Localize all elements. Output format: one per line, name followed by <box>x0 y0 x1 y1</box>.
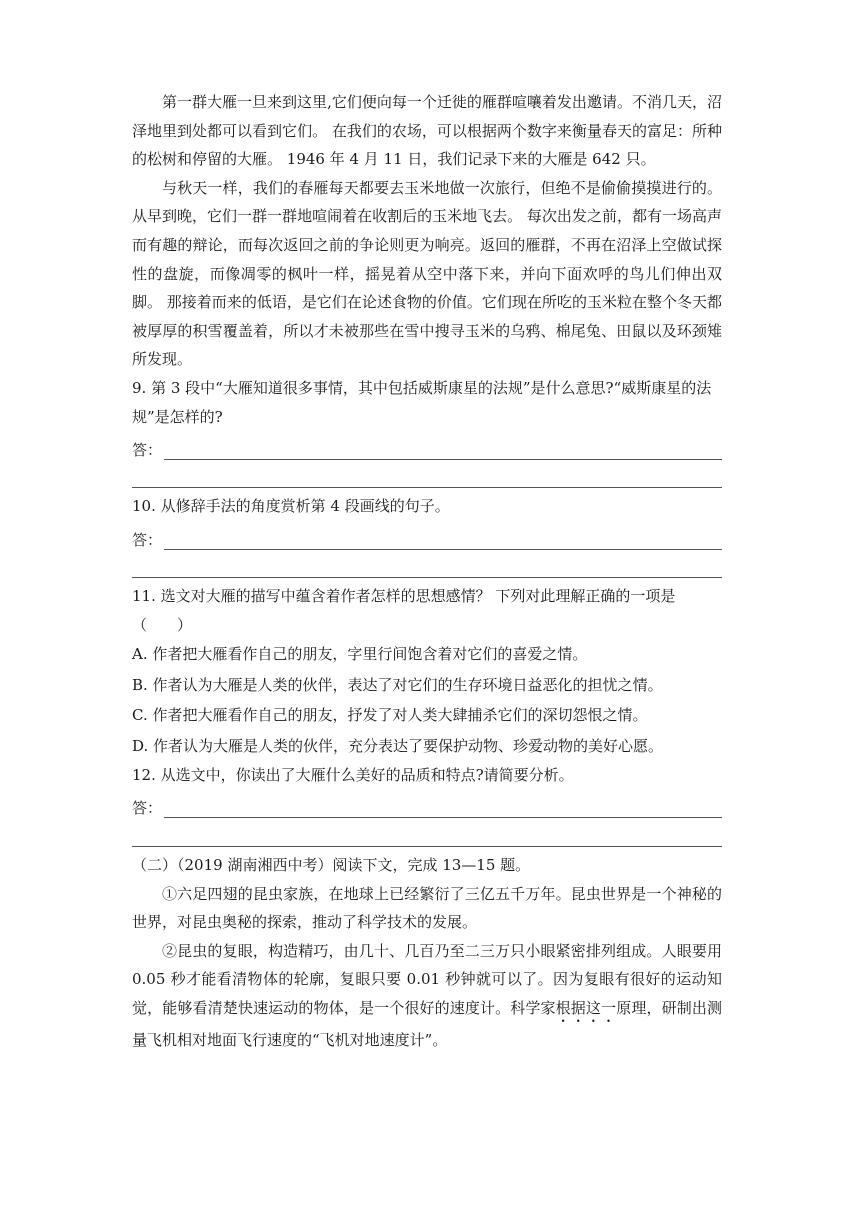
answer-row-9 <box>132 431 722 460</box>
section-2-paragraph-2 <box>132 937 722 1055</box>
passage-paragraph-1: 第一群大雁一旦来到这里,它们便向每一个迁徙的雁群喧嚷着发出邀请。不消几天，沼泽地里到处都可以看到它们。 在我们的农场，可以根据两个数字来衡量春天的富足：所种的松树和停留的大雁。 1946 年 4 月 11 日，我们记录下来的大雁是 642 只。 <box>132 93 722 169</box>
passage-paragraph-2: 与秋天一样，我们的春雁每天都要去玉米地做一次旅行，但绝不是偷偷摸摸进行的。 从早到晚，它们一群一群地喧闹着在收割后的玉米地飞去。 每次出发之前，都有一场高声而有趣的辩论，而每次返回之前的争论则更为响亮。返回的雁群，不再在沼泽上空做试探性的盘旋，而像凋零的枫叶一样，摇晃着从空中落下来，并向下面欢呼的鸟儿们伸出双脚。 那接着而来的低语，是它们在论述食物的价值。它们现在所吃的玉米粒在整个冬天都被厚厚的积雪覆盖着，所以才未被那些在雪中搜寻玉米的乌鸦、棉尾兔、田鼠以及环颈雉所发现。 <box>132 178 722 369</box>
answer-line-extra[interactable] <box>132 818 722 847</box>
section-2-heading: （二）（2019 湖南湘西中考）阅读下文，完成 13—15 题。 <box>132 856 531 875</box>
document-page <box>132 88 722 1055</box>
answer-line[interactable] <box>164 443 722 460</box>
paragraph-2-tail: 原理，研制出测量飞机相对地面飞行速度的“飞机对地速度计”。 <box>132 999 722 1050</box>
question-9: 9. 第 3 段中“大雁知道很多事情，其中包括威斯康星的法规”是什么意思?“威斯康星的法规”是怎样的? <box>132 378 712 426</box>
section-2-paragraph-1: ①六足四翅的昆虫家族，在地球上已经繁衍了三亿五千万年。昆虫世界是一个神秘的世界，对昆虫奥秘的探索，推动了科学技术的发展。 <box>132 884 722 932</box>
option-a[interactable]: A. 作者把大雁看作自己的朋友，字里行间饱含着对它们的喜爱之情。 <box>132 645 588 664</box>
option-d[interactable]: D. 作者认为大雁是人类的伙伴，充分表达了要保护动物、珍爱动物的美好心愿。 <box>132 736 664 755</box>
option-b[interactable]: B. 作者认为大雁是人类的伙伴，表达了对它们的生存环境日益恶化的担忧之情。 <box>132 675 663 694</box>
answer-line[interactable] <box>164 801 722 818</box>
answer-row-12 <box>132 790 722 819</box>
option-c[interactable]: C. 作者把大雁看作自己的朋友，抒发了对人类大肆捕杀它们的深切怨恨之情。 <box>132 706 648 725</box>
answer-label: 答： <box>132 530 163 549</box>
answer-label: 答： <box>132 440 163 459</box>
question-10: 10. 从修辞手法的角度赏析第 4 段画线的句子。 <box>132 497 450 516</box>
answer-line-extra[interactable] <box>132 550 722 579</box>
answer-row-10 <box>132 521 722 550</box>
answer-line[interactable] <box>164 533 722 550</box>
paragraph-2-main: ②昆虫的复眼，构造精巧，由几十、几百乃至二三万只小眼紧密排列组成。人眼要用 0.05 秒才能看清物体的轮廓，复眼只要 0.01 秒钟就可以了。因为复眼有很好的运动知觉，能够看清楚快速运动的物体，是一个很好的速度计。科学家 <box>132 941 722 1018</box>
question-12: 12. 从选文中，你读出了大雁什么美好的品质和特点?请简要分析。 <box>132 766 574 785</box>
answer-line-extra[interactable] <box>132 460 722 489</box>
emphasized-text: 根据这一 <box>555 999 617 1018</box>
answer-label: 答： <box>132 799 163 818</box>
question-11: 11. 选文对大雁的描写中蕴含着作者怎样的思想感情？ 下列对此理解正确的一项是（ ） <box>132 587 676 634</box>
